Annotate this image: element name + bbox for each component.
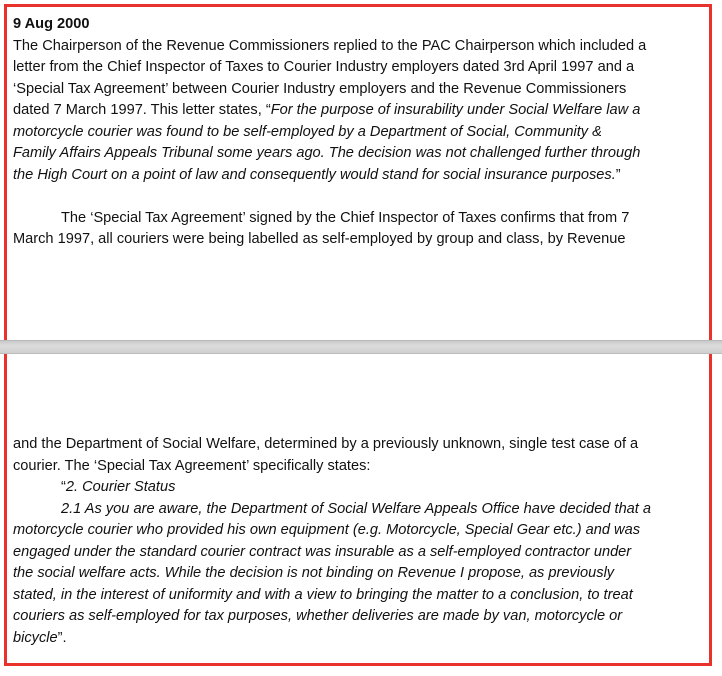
quote-close: ” <box>615 166 621 183</box>
page-break <box>0 340 722 354</box>
text-line: March 1997, all couriers were being labelled as self-employed by group and class, by Revenue <box>13 231 626 247</box>
quote-line: engaged under the standard courier contract was insurable as a self-employed contractor under <box>13 543 632 560</box>
quote-line: motorcycle courier was found to be self-employed by a Department of Social, Community & <box>13 123 602 140</box>
text-line: The Chairperson of the Revenue Commissioners replied to the PAC Chairperson which included a <box>13 37 647 54</box>
entry-date: 9 Aug 2000 <box>13 16 90 32</box>
quote-segment: the High Court on a point of law and consequently would stand for social insurance purposes. <box>13 166 616 183</box>
quote-line: the social welfare acts. While the decision is not binding on Revenue I propose, as previously <box>13 565 615 581</box>
quote-heading-text: 2. Courier Status <box>65 479 176 495</box>
paragraph-agreement <box>13 208 703 251</box>
text-line <box>13 100 703 122</box>
quote-line: stated, in the interest of uniformity and with a view to bringing the matter to a conclusion, to treat <box>13 586 633 603</box>
text-line: letter from the Chief Inspector of Taxes to Courier Industry employers dated 3rd April 1997 and a <box>13 59 635 75</box>
page-1-content <box>13 14 703 251</box>
paragraph-reply <box>13 36 703 187</box>
text-line: The ‘Special Tax Agreement’ signed by the Chief Inspector of Taxes confirms that from 7 <box>61 209 630 226</box>
text-line: and the Department of Social Welfare, determined by a previously unknown, single test case of a <box>13 436 639 452</box>
text-line: ‘Special Tax Agreement’ between Courier Industry employers and the Revenue Commissioners <box>13 80 627 97</box>
quote-heading <box>13 477 703 499</box>
quote-close: ”. <box>57 629 67 646</box>
quote-line: motorcycle courier who provided his own equipment (e.g. Motorcycle, Special Gear etc.) and was <box>13 522 641 538</box>
quote-line: couriers as self-employed for tax purposes, whether deliveries are made by van, motorcycle or <box>13 608 623 624</box>
text-line: courier. The ‘Special Tax Agreement’ specifically states: <box>13 457 371 474</box>
quote-line: Family Affairs Appeals Tribunal some years ago. The decision was not challenged further through <box>13 145 641 161</box>
quote-line <box>13 165 703 187</box>
quote-segment: bicycle <box>13 629 58 646</box>
page-2-content <box>13 434 703 649</box>
text-segment: dated 7 March 1997. This letter states, “ <box>13 102 271 118</box>
quote-segment: For the purpose of insurability under Social Welfare law a <box>270 102 641 118</box>
quote-line <box>13 628 703 650</box>
quote-open: “ <box>61 479 66 495</box>
quote-line: 2.1 As you are aware, the Department of Social Welfare Appeals Office have decided that a <box>61 500 652 517</box>
